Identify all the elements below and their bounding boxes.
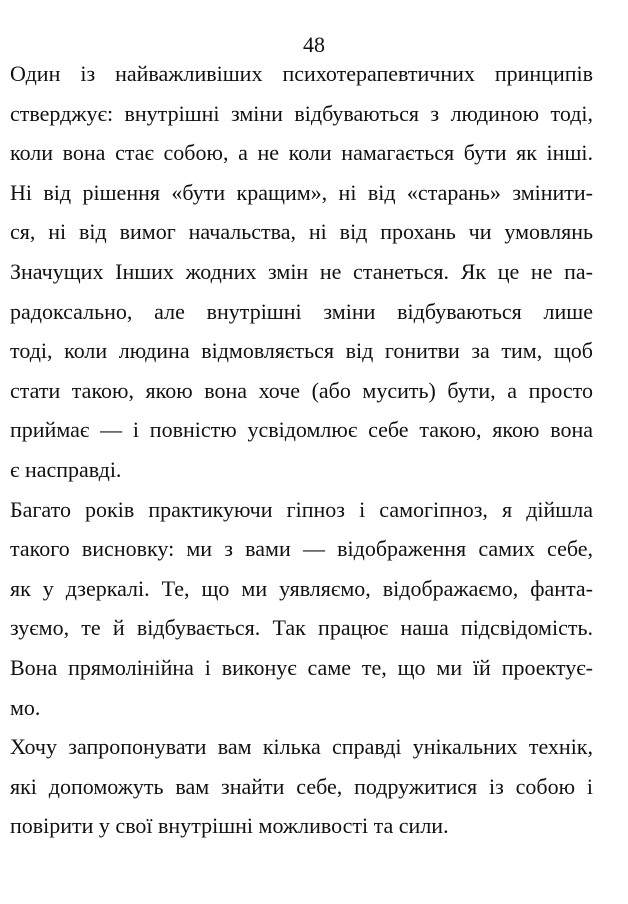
text-line: мо. [10,694,41,720]
paragraph-1 [10,58,593,494]
text-line: стверджує: внутрішні зміни відбуваються з людиною тоді, [10,100,593,126]
text-line: які допоможуть вам знайти себе, подружитися із собою і [10,773,593,799]
text-line: повірити у свої внутрішні можливості та сили. [10,813,449,839]
text-line: коли вона стає собою, а не коли намагається бути як інші. [10,140,593,166]
text-line: Значущих Інших жодних змін не станеться. Як це не па- [10,258,593,284]
text-line: тоді, коли людина відмовляється від гонитви за тим, щоб [10,338,593,364]
text-line: такого висновку: ми з вами — відображення самих себе, [10,536,593,562]
text-line: ся, ні від вимог начальства, ні від прохань чи умовлянь [10,219,593,245]
paragraph-3 [10,731,593,850]
text-line: радоксально, але внутрішні зміни відбуваються лише [10,298,593,324]
text-line: як у дзеркалі. Те, що ми уявляємо, відображаємо, фанта- [10,575,593,601]
text-line: Ні від рішення «бути кращим», ні від «старань» змінити- [10,179,593,205]
body-text [10,58,593,850]
text-line: Один із найважливіших психотерапевтичних принципів [10,61,593,86]
page-number: 48 [303,32,325,57]
text-line: Вона прямолінійна і виконує саме те, що ми їй проектує- [10,654,593,680]
text-line: Хочу запропонувати вам кілька справді унікальних технік, [10,734,593,760]
text-line: зуємо, те й відбувається. Так працює наша підсвідомість. [10,615,593,641]
text-line: приймає — і повністю усвідомлює себе такою, якою вона [10,417,593,443]
text-line: стати такою, якою вона хоче (або мусить) бути, а просто [10,377,593,403]
paragraph-2 [10,494,593,732]
text-line: Багато років практикуючи гіпноз і самогіпноз, я дійшла [10,496,593,522]
text-line: є насправді. [10,456,122,482]
